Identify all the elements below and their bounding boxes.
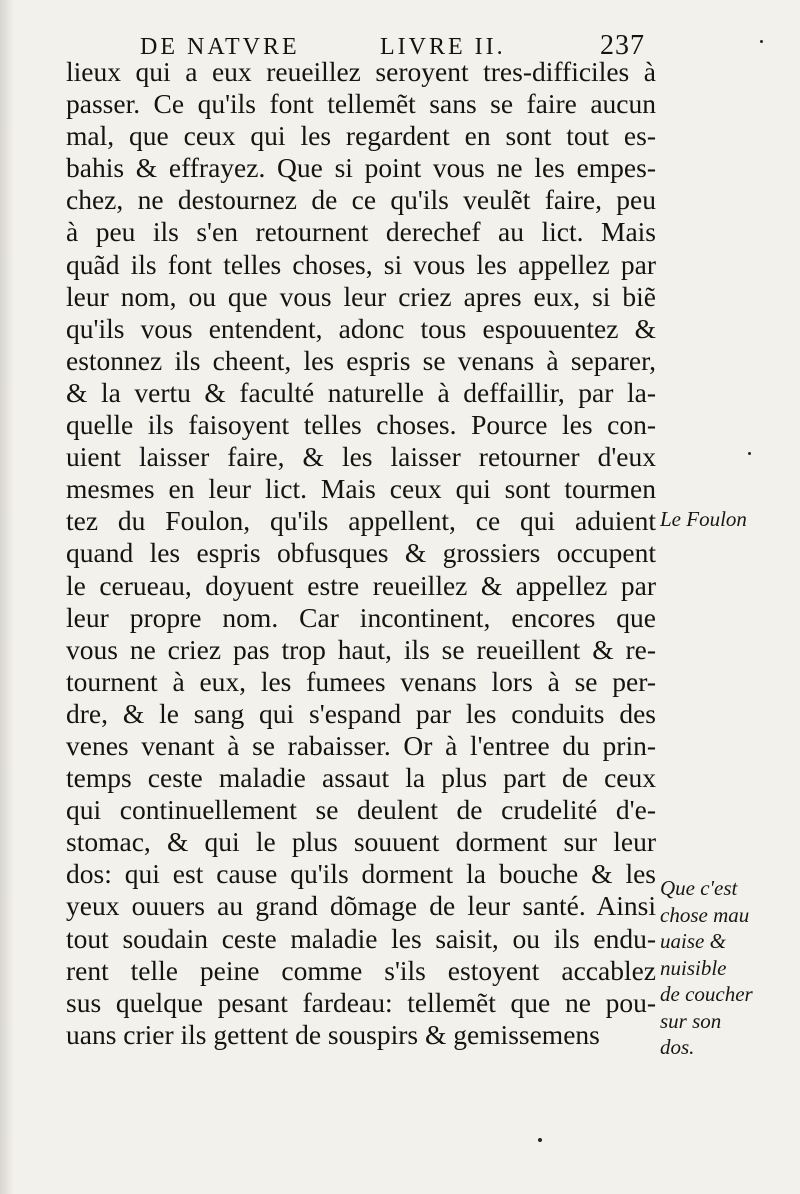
text-line: sus quelque pesant fardeau: tellemẽt que ne pou- <box>66 986 656 1018</box>
ink-speck <box>748 452 751 455</box>
text-line: quãd ils font telles choses, si vous les appellez par <box>66 248 656 280</box>
text-line: mal, que ceux qui les regardent en sont tout es- <box>66 120 656 152</box>
text-line: stomac, & qui le plus souuent dorment sur leur <box>66 826 656 858</box>
text-line: dos: qui est cause qu'ils dorment la bouche & les <box>66 858 656 890</box>
book-number: LIVRE II. <box>380 34 506 60</box>
text-line: passer. Ce qu'ils font tellemẽt sans se faire aucun <box>66 88 656 120</box>
margin-note-line: Que c'est <box>660 876 738 900</box>
margin-note-line: de coucher <box>660 982 753 1006</box>
text-line: qu'ils vous entendent, adonc tous espouuentez & <box>66 312 656 344</box>
text-line: quand les espris obfusques & grossiers occupent <box>66 537 656 569</box>
margin-note-line: sur son <box>660 1008 722 1033</box>
text-line: mesmes en leur lict. Mais ceux qui sont tourmen <box>66 473 656 505</box>
margin-note-coucher <box>660 876 753 1062</box>
text-line: yeux ouuers au grand dõmage de leur santé. Ainsi <box>66 890 656 922</box>
text-line: leur nom, ou que vous leur criez apres eux, si biẽ <box>66 280 656 312</box>
page-edge-shadow <box>0 0 14 1194</box>
text-line: tez du Foulon, qu'ils appellent, ce qui aduient <box>66 505 656 537</box>
ink-speck <box>538 1138 542 1142</box>
text-line: leur propre nom. Car incontinent, encores que <box>66 601 656 633</box>
margin-note-line: nuisible <box>660 955 727 980</box>
margin-note-line: chose mau <box>660 902 750 927</box>
text-line: estonnez ils cheent, les espris se venans à separer, <box>66 344 656 376</box>
margin-note-line: uaise & <box>660 929 726 953</box>
text-line: à peu ils s'en retournent derechef au lict. Mais <box>66 216 656 248</box>
text-line: tout soudain ceste maladie les saisit, ou ils endu- <box>66 922 656 954</box>
text-line: bahis & effrayez. Que si point vous ne les empes- <box>66 152 656 184</box>
page-number: 237 <box>600 30 645 61</box>
margin-note-line: dos. <box>660 1035 695 1059</box>
text-line: rent telle peine comme s'ils estoyent accablez <box>66 954 656 986</box>
text-line: uans crier ils gettent de souspirs & gemissemens <box>66 1018 600 1050</box>
text-line: le cerueau, doyuent estre reueillez & appellez par <box>66 569 656 601</box>
text-line: uient laisser faire, & les laisser retourner d'eux <box>66 441 656 473</box>
text-line: dre, & le sang qui s'espand par les conduits des <box>66 697 656 729</box>
text-line: chez, ne destournez de ce qu'ils veulẽt faire, peu <box>66 184 656 216</box>
text-line: tournent à eux, les fumees venans lors à se per- <box>66 665 656 697</box>
text-line: vous ne criez pas trop haut, ils se reueillent & re- <box>66 633 656 665</box>
text-line: lieux qui a eux reueillez seroyent tres-difficiles à <box>66 56 656 87</box>
running-title: DE NATVRE <box>140 34 300 60</box>
text-line: quelle ils faisoyent telles choses. Pource les con- <box>66 409 656 441</box>
text-line: & la vertu & faculté naturelle à deffaillir, par la- <box>66 376 656 408</box>
ink-speck <box>760 40 763 43</box>
text-line: qui continuellement se deulent de crudelité d'e- <box>66 794 656 826</box>
text-line: venes venant à se rabaisser. Or à l'entree du prin- <box>66 729 656 761</box>
text-line: temps ceste maladie assaut la plus part de ceux <box>66 762 656 794</box>
margin-note-foulon: Le Foulon <box>660 507 747 531</box>
body-text <box>66 56 656 1051</box>
